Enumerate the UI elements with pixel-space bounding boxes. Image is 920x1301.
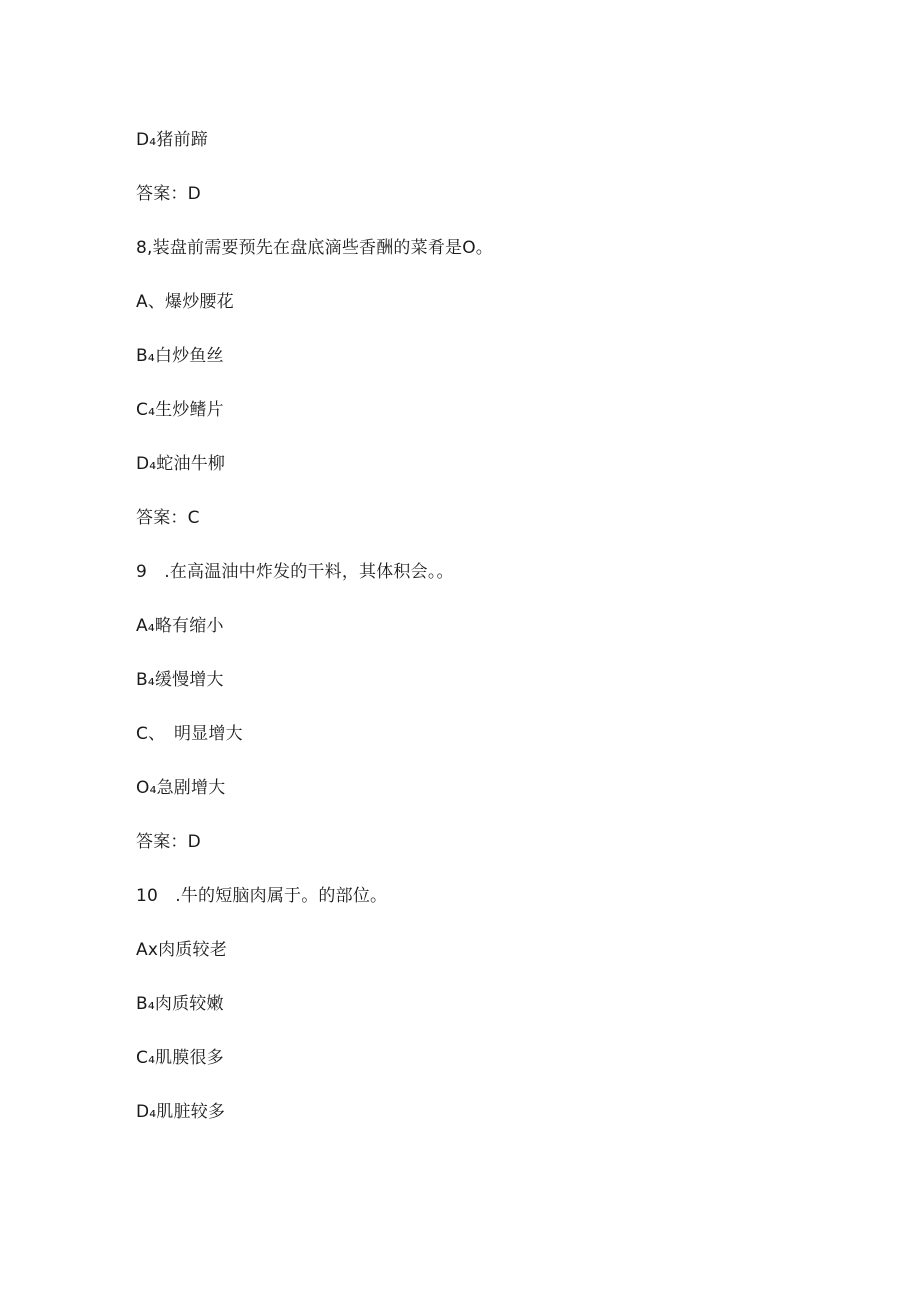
option-c-q10: C₄肌膜很多 <box>136 1048 224 1068</box>
question-10: 10 .牛的短脑肉属于。的部位。 <box>136 886 388 906</box>
option-d-q7: D₄猪前蹄 <box>136 130 208 150</box>
answer-q8: 答案：C <box>136 508 200 528</box>
answer-q9: 答案：D <box>136 832 201 852</box>
option-d-q9: O₄急剧增大 <box>136 778 226 798</box>
question-8: 8,装盘前需要预先在盘底滴些香酬的菜肴是O。 <box>136 238 493 258</box>
question-9: 9 .在高温油中炸发的干料，其体积会。。 <box>136 562 454 582</box>
option-a-q9: A₄略有缩小 <box>136 616 224 636</box>
option-a-q8: A、爆炒腰花 <box>136 292 234 312</box>
answer-q7: 答案：D <box>136 184 201 204</box>
option-b-q9: B₄缓慢增大 <box>136 670 224 690</box>
option-d-q10: D₄肌脏较多 <box>136 1102 226 1122</box>
option-a-q10: Ax肉质较老 <box>136 940 227 960</box>
option-b-q10: B₄肉质较嫩 <box>136 994 224 1014</box>
option-c-q8: C₄生炒鳍片 <box>136 400 224 420</box>
option-d-q8: D₄蛇油牛柳 <box>136 454 226 474</box>
option-c-q9: C、 明显增大 <box>136 724 243 744</box>
option-b-q8: B₄白炒鱼丝 <box>136 346 224 366</box>
